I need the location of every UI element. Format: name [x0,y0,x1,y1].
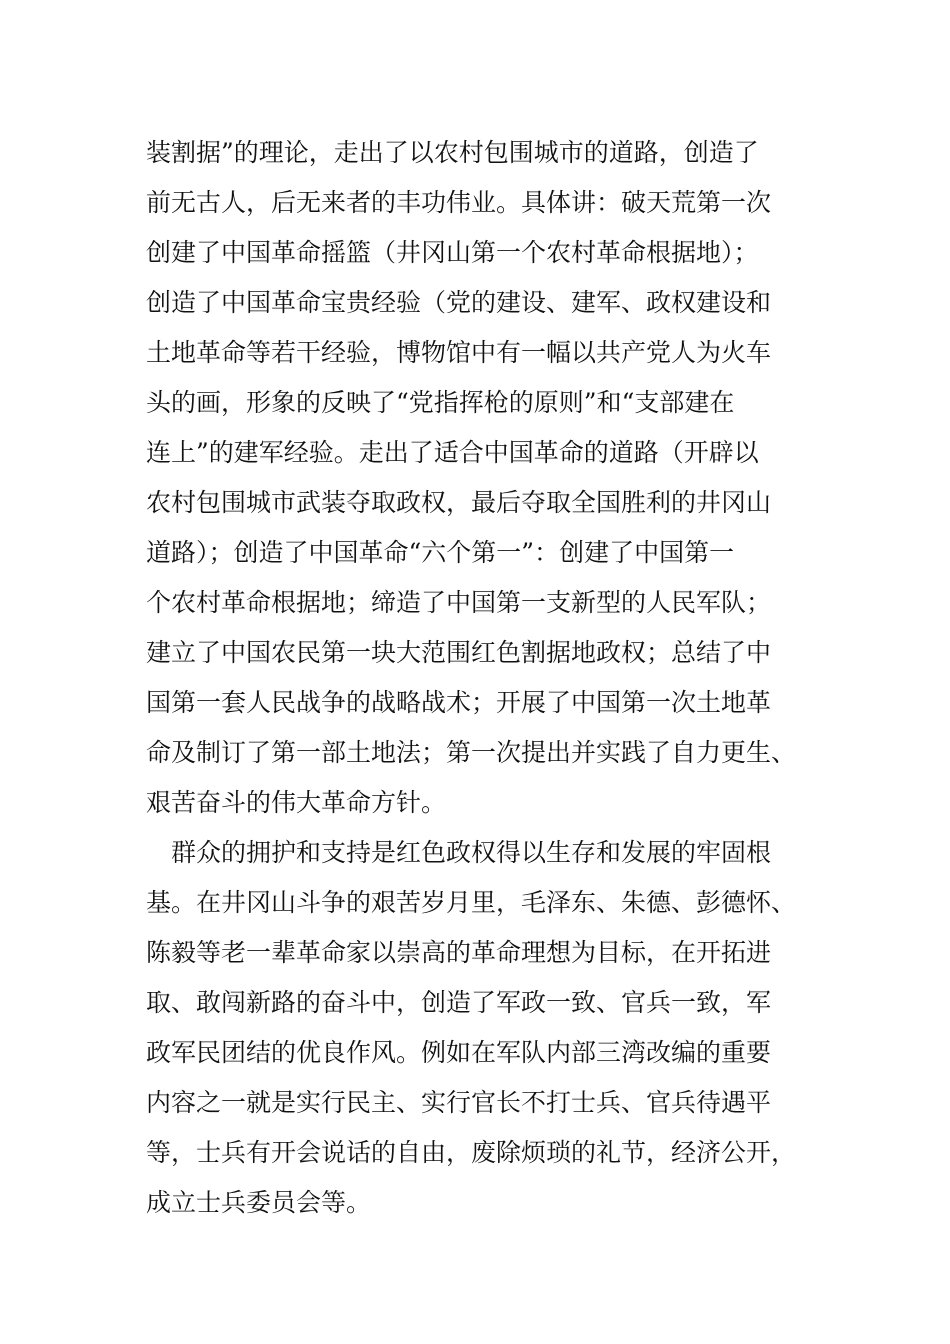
text-line: 道路）；创造了中国革命“六个第一”：创建了中国第一 [146,538,735,567]
text-line: 陈毅等老一辈革命家以崇高的革命理想为目标，在开拓进 [146,938,772,967]
text-line: 装割据”的理论，走出了以农村包围城市的道路，创造了 [146,138,759,167]
text-line: 等，士兵有开会说话的自由，废除烦琐的礼节，经济公开， [146,1138,797,1167]
text-line: 创造了中国革命宝贵经验（党的建设、建军、政权建设和 [146,288,772,317]
body-text [146,128,806,1228]
text-line: 基。在井冈山斗争的艰苦岁月里，毛泽东、朱德、彭德怀、 [146,888,797,917]
text-line: 连上”的建军经验。走出了适合中国革命的道路（开辟以 [146,438,759,467]
text-line: 农村包围城市武装夺取政权，最后夺取全国胜利的井冈山 [146,488,772,517]
text-line: 成立士兵委员会等。 [146,1188,372,1217]
text-line: 头的画，形象的反映了“党指挥枪的原则”和“支部建在 [146,388,735,417]
text-line: 前无古人，后无来者的丰功伟业。具体讲：破天荒第一次 [146,188,772,217]
text-line: 创建了中国革命摇篮（井冈山第一个农村革命根据地）； [146,238,759,267]
paragraph-2 [146,828,806,1228]
text-line-indented: 群众的拥护和支持是红色政权得以生存和发展的牢固根 [171,838,772,867]
text-line: 命及制订了第一部土地法；第一次提出并实践了自力更生、 [146,738,797,767]
text-line: 内容之一就是实行民主、实行官长不打士兵、官兵待遇平 [146,1088,772,1117]
text-line: 取、敢闯新路的奋斗中，创造了军政一致、官兵一致，军 [146,988,772,1017]
text-line: 国第一套人民战争的战略战术；开展了中国第一次土地革 [146,688,772,717]
paragraph-1 [146,128,806,828]
text-line: 个农村革命根据地；缔造了中国第一支新型的人民军队； [146,588,772,617]
text-line: 土地革命等若干经验，博物馆中有一幅以共产党人为火车 [146,338,772,367]
text-line: 政军民团结的优良作风。例如在军队内部三湾改编的重要 [146,1038,772,1067]
text-line: 建立了中国农民第一块大范围红色割据地政权；总结了中 [146,638,772,667]
text-line: 艰苦奋斗的伟大革命方针。 [146,788,447,817]
